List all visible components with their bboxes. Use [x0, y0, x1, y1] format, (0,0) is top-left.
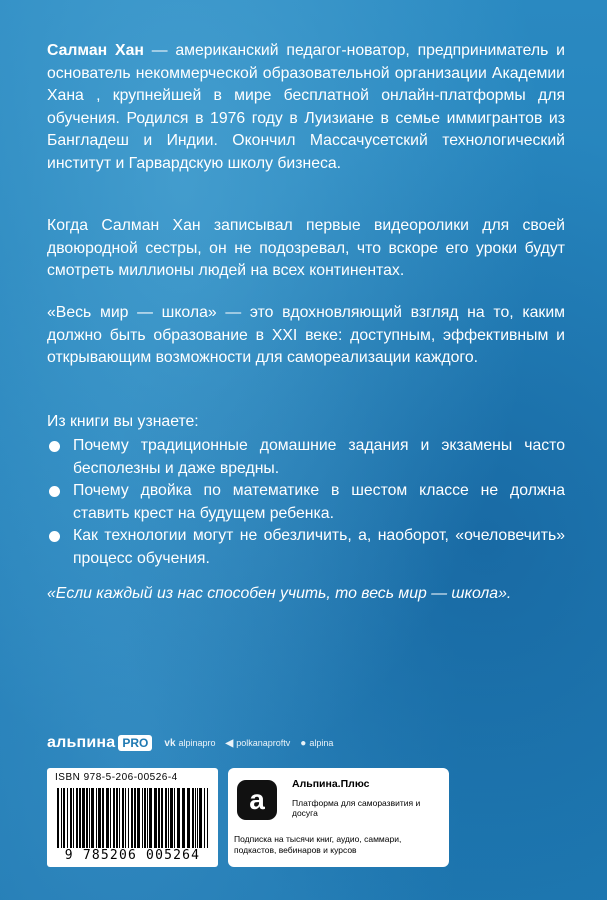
- social-vk[interactable]: vk alpinapro: [164, 737, 216, 749]
- alpina-plus-note: Подписка на тысячи книг, аудио, саммари, подкастов, вебинаров и курсов: [234, 834, 402, 855]
- bullet-list: [47, 435, 565, 570]
- bullet-item: Почему двойка по математике в шестом классе не должна ставить крест на будущем ребенка.: [47, 480, 565, 525]
- isbn-label: ISBN 978-5-206-00526-4: [55, 772, 178, 783]
- bullet-dot-icon: [49, 441, 60, 452]
- author-name: Салман Хан: [47, 42, 144, 59]
- alpina-plus-box: [228, 768, 449, 867]
- bullet-item: Почему традиционные домашние задания и экзамены часто бесполезны и даже вредны.: [47, 435, 565, 480]
- publisher-row: [47, 733, 343, 753]
- alpina-icon: ●: [300, 737, 307, 749]
- bullet-dot-icon: [49, 531, 60, 542]
- bullet-item: Как технологии могут не обезличить, а, наоборот, «очеловечить» процесс обучения.: [47, 525, 565, 570]
- barcode-icon: [57, 788, 208, 848]
- author-bio-text: — американский педагог-новатор, предприниматель и основатель некоммерческой образовательной организации Академии Хана , крупнейшей в мире бесплатной онлайн-платформы для обучения. Родился в 1976 году в Луизиане в семье иммигрантов из Бангладеш и Индии. Окончил Массачусетский технологический институт и Гарвардскую школу бизнеса.: [47, 42, 565, 172]
- alpina-plus-title: Альпина.Плюс: [292, 778, 370, 790]
- alpina-plus-icon: a: [237, 780, 277, 820]
- author-bio: [47, 40, 565, 175]
- barcode-number: 9 785206 005264: [64, 848, 201, 863]
- social-links: [164, 738, 343, 749]
- social-telegram[interactable]: ◀ polkanaproftv: [225, 737, 291, 749]
- vk-icon: vk: [164, 737, 176, 749]
- social-alpina[interactable]: ● alpina: [300, 737, 334, 749]
- publisher-pro-badge: PRO: [118, 735, 152, 751]
- book-summary-paragraph: «Весь мир — школа» — это вдохновляющий взгляд на то, каким должно быть образование в XXI веке: доступным, эффективным и открывающим возможности для самореализации каждого.: [47, 304, 565, 366]
- description-paragraph: Когда Салман Хан записывал первые видеоролики для своей двоюродной сестры, он не подозревал, что вскоре его уроки будут смотреть миллионы людей на всех континентах.: [47, 217, 565, 279]
- publisher-logo: альпина: [47, 734, 116, 751]
- isbn-barcode-box: [47, 768, 218, 867]
- epigraph-quote: «Если каждый из нас способен учить, то весь мир — школа».: [47, 585, 512, 602]
- bullet-dot-icon: [49, 486, 60, 497]
- bullets-lead: Из книги вы узнаете:: [47, 413, 199, 430]
- alpina-plus-subtitle: Платформа для саморазвития и досуга: [292, 798, 421, 818]
- telegram-icon: ◀: [225, 737, 234, 749]
